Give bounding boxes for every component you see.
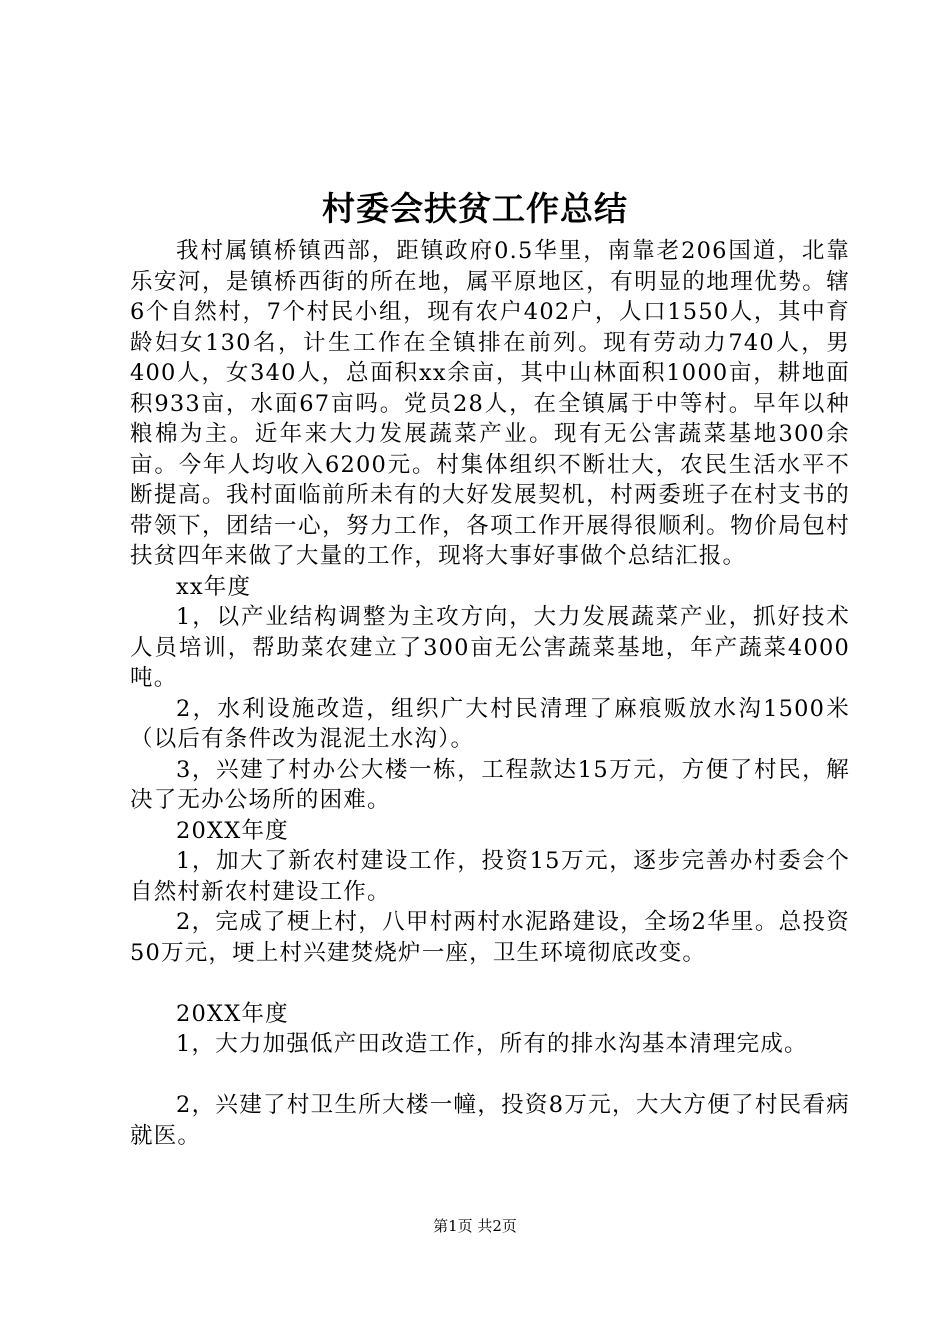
year-heading-3: 20XX年度 xyxy=(176,1000,289,1027)
blank-line xyxy=(130,1060,850,1091)
year2-item-2: 2，完成了梗上村，八甲村两村水泥路建设，全场2华里。总投资50万元，埂上村兴建焚烧炉一座，卫生环境彻底改变。 xyxy=(130,909,850,966)
year3-item-1: 1，大力加强低产田改造工作，所有的排水沟基本清理完成。 xyxy=(176,1031,808,1057)
year1-item-3: 3，兴建了村办公大楼一栋，工程款达15万元，方便了村民，解决了无办公场所的困难。 xyxy=(130,756,850,813)
document-body xyxy=(130,236,850,1151)
year-heading-1: xx年度 xyxy=(176,573,252,600)
document-title: 村委会扶贫工作总结 xyxy=(322,189,628,228)
year2-item-1: 1，加大了新农村建设工作，投资15万元，逐步完善办村委会个自然村新农村建设工作。 xyxy=(130,848,850,905)
blank-line xyxy=(130,968,850,999)
year1-item-1: 1，以产业结构调整为主攻方向，大力发展蔬菜产业，抓好技术人员培训，帮助菜农建立了300亩无公害蔬菜基地，年产蔬菜4000吨。 xyxy=(130,604,850,691)
intro-paragraph: 我村属镇桥镇西部，距镇政府0.5华里，南靠老206国道，北靠乐安河，是镇桥西街的所在地，属平原地区，有明显的地理优势。辖6个自然村，7个村民小组，现有农户402户，人口1550人，其中育龄妇女130名，计生工作在全镇排在前列。现有劳动力740人，男400人，女340人，总面积xx余亩，其中山林面积1000亩，耕地面积933亩，水面67亩吗。党员28人，在全镇属于中等村。早年以种粮棉为主。近年来大力发展蔬菜产业。现有无公害蔬菜基地300余亩。今年人均收入6200元。村集体组织不断壮大，农民生活水平不断提高。我村面临前所未有的大好发展契机，村两委班子在村支书的带领下，团结一心，努力工作，各项工作开展得很顺利。物价局包村扶贫四年来做了大量的工作，现将大事好事做个总结汇报。 xyxy=(130,238,850,569)
page-footer: 第1页 共2页 xyxy=(433,1217,517,1235)
year-heading-2: 20XX年度 xyxy=(176,817,289,844)
year3-item-2: 2，兴建了村卫生所大楼一幢，投资8万元，大大方便了村民看病就医。 xyxy=(130,1092,850,1149)
year1-item-2: 2，水利设施改造，组织广大村民清理了麻痕贩放水沟1500米（以后有条件改为混泥土水沟）。 xyxy=(130,695,850,752)
